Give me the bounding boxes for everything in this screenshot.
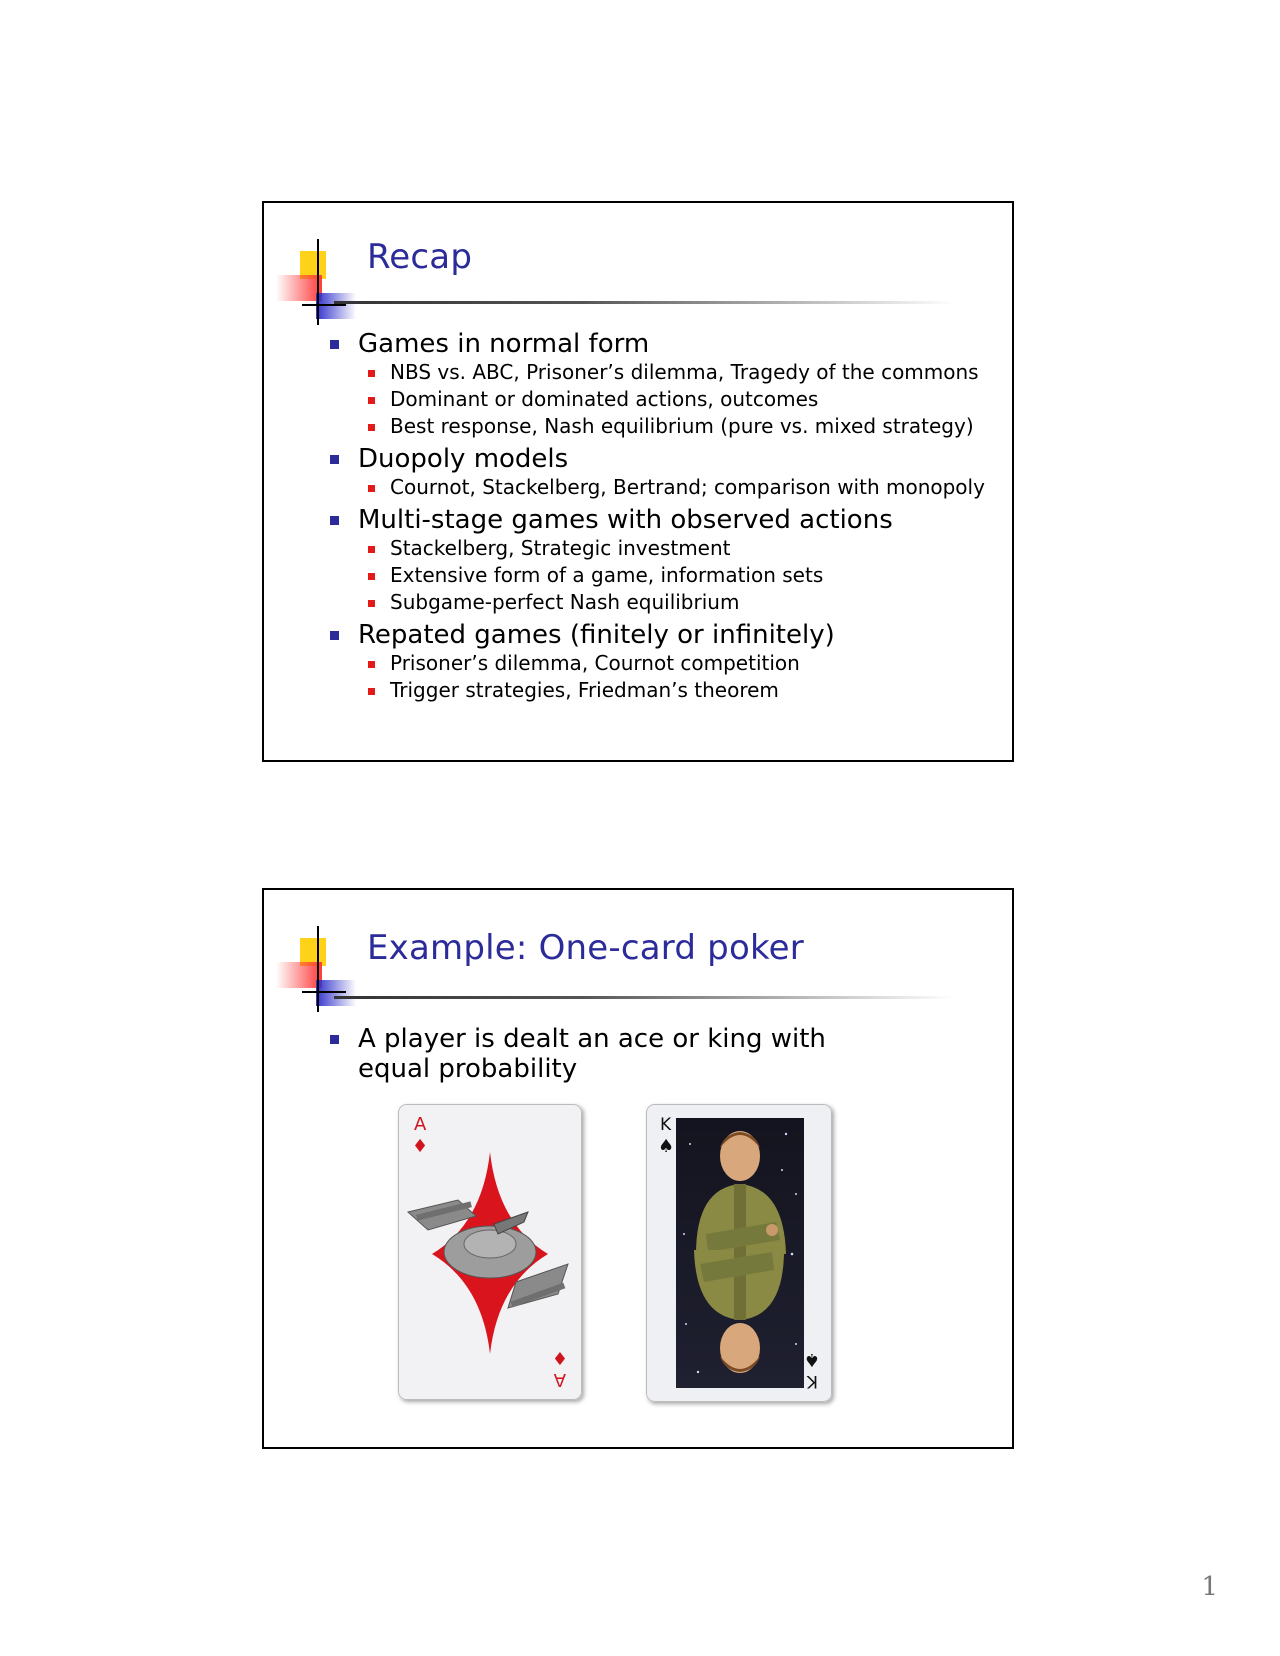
sub-list-item: NBS vs. ABC, Prisoner’s dilemma, Tragedy of the commons xyxy=(358,359,990,386)
slide-logo-icon xyxy=(276,926,366,1012)
sub-list-item: Trigger strategies, Friedman’s theorem xyxy=(358,677,990,704)
sub-list-item: Stackelberg, Strategic investment xyxy=(358,535,990,562)
slide-logo-icon xyxy=(276,239,366,325)
sub-list xyxy=(358,650,990,704)
card-rank: K xyxy=(806,1371,818,1391)
sub-list xyxy=(358,535,990,616)
slide-title: Example: One-card poker xyxy=(367,928,804,968)
sub-list-item: Dominant or dominated actions, outcomes xyxy=(358,386,990,413)
title-divider xyxy=(334,301,954,304)
list-item: Games in normal form NBS vs. ABC, Prisoner’s dilemma, Tragedy of the commons Dominant or dominated actions, outcomes Best response, Nash equilibrium (pure vs. mixed strategy) xyxy=(330,329,990,440)
sub-list-item: Cournot, Stackelberg, Bertrand; comparison with monopoly xyxy=(358,474,990,501)
slide-one-card-poker xyxy=(262,888,1014,1449)
slide-recap xyxy=(262,201,1014,762)
ace-of-diamonds-card xyxy=(398,1104,582,1400)
sub-list xyxy=(358,359,990,440)
sub-list-item: Subgame-perfect Nash equilibrium xyxy=(358,589,990,616)
list-item: A player is dealt an ace or king with equal probability xyxy=(330,1024,890,1084)
king-of-spades-card xyxy=(646,1104,832,1402)
list-item: Duopoly models Cournot, Stackelberg, Bertrand; comparison with monopoly xyxy=(330,444,990,501)
card-suit: ♠ xyxy=(658,1136,675,1157)
card-suit: ♦ xyxy=(412,1136,429,1157)
bullet-list xyxy=(330,1020,890,1084)
list-item: Multi-stage games with observed actions Stackelberg, Strategic investment Extensive form of a game, information sets Subgame-perfect Nash equilibrium xyxy=(330,505,990,616)
sub-list-item: Prisoner’s dilemma, Cournot competition xyxy=(358,650,990,677)
card-rank: A xyxy=(414,1114,427,1135)
list-item: Repated games (finitely or infinitely) Prisoner’s dilemma, Cournot competition Trigger strategies, Friedman’s theorem xyxy=(330,620,990,704)
card-rank: A xyxy=(553,1369,566,1390)
sub-list-item: Best response, Nash equilibrium (pure vs. mixed strategy) xyxy=(358,413,990,440)
slide-title: Recap xyxy=(367,237,473,277)
card-suit: ♠ xyxy=(803,1349,820,1370)
sub-list xyxy=(358,474,990,501)
page-number: 1 xyxy=(1201,1572,1218,1602)
title-divider xyxy=(334,996,954,999)
card-suit: ♦ xyxy=(551,1347,568,1368)
card-rank: K xyxy=(660,1115,672,1135)
sub-list-item: Extensive form of a game, information sets xyxy=(358,562,990,589)
bullet-list xyxy=(330,325,990,704)
